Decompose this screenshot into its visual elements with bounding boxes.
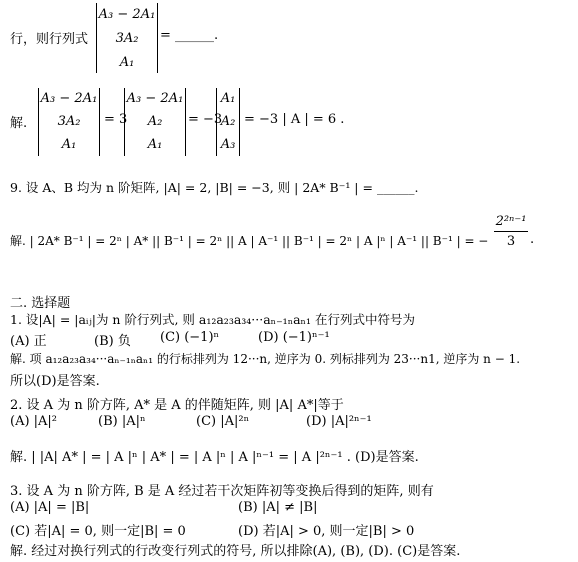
q3-option-d: (D) 若|A| > 0, 则一定|B| > 0	[238, 524, 415, 539]
q3-stem: 3. 设 A 为 n 阶方阵, B 是 A 经过若干次矩阵初等变换后得到的矩阵, 则有	[10, 484, 434, 499]
sol-prev-tail: = −3 | A | = 6 .	[244, 112, 345, 127]
sol9-text: 解. | 2A* B⁻¹ | = 2ⁿ | A* || B⁻¹ | = 2ⁿ || A | A⁻¹ || B⁻¹ | = 2ⁿ | A |ⁿ | A⁻¹ || B⁻¹ | = −	[10, 234, 489, 248]
q1-option-c: (C) (−1)ⁿ	[160, 330, 220, 345]
prev-det-row-1: A₃ − 2A₁	[98, 7, 156, 22]
sol9-frac-bar	[494, 231, 528, 232]
q3-option-a: (A) |A| = |B|	[10, 500, 90, 515]
prev-lead: 行，则行列式	[10, 32, 89, 47]
sol9-fraction	[494, 214, 528, 249]
q9-text: 9. 设 A、B 均为 n 阶矩阵, |A| = 2, |B| = −3, 则 | 2A* B⁻¹ | = ______.	[10, 180, 419, 195]
sol-det1-row-1: A₃ − 2A₁	[40, 91, 98, 106]
sol9-end: .	[530, 232, 535, 247]
sol9-frac-den: 3	[506, 234, 516, 249]
q2-option-b: (B) |A|ⁿ	[98, 414, 146, 429]
q2-stem: 2. 设 A 为 n 阶方阵, A* 是 A 的伴随矩阵, 则 |A| A*|等于	[10, 398, 344, 413]
q1-option-a: (A) 正	[10, 334, 47, 349]
q1-solution-line-1: 解. 项 a₁₂a₂₃a₃₄···aₙ₋₁ₙaₙ₁ 的行标排列为 12···n, 逆序为 0. 列标排列为 23···n1, 逆序为 n − 1.	[10, 352, 521, 366]
q1-option-d: (D) (−1)ⁿ⁻¹	[258, 330, 330, 345]
prev-det-row-2: 3A₂	[115, 31, 139, 46]
q2-option-c: (C) |A|²ⁿ	[196, 414, 250, 429]
sol-det3-row-3: A₃	[220, 137, 236, 152]
sol-det3-row-2: A₂	[220, 114, 236, 129]
sol-det2-row-2: A₂	[147, 114, 163, 129]
q2-solution: 解. | |A| A* | = | A |ⁿ | A* | = | A |ⁿ | A |ⁿ⁻¹ = | A |²ⁿ⁻¹ . (D)是答案.	[10, 450, 419, 465]
q3-solution: 解. 经过对换行列式的行改变行列式的符号, 所以排除(A), (B), (D). (C)是答案.	[10, 544, 461, 559]
sol9-frac-num: 2²ⁿ⁻¹	[495, 214, 527, 229]
section-title: 二. 选择题	[10, 296, 71, 311]
sol-prev-label: 解.	[10, 116, 28, 131]
sol-det2-row-3: A₁	[147, 137, 163, 152]
sol-prev-det-3	[216, 88, 240, 156]
q1-option-b: (B) 负	[94, 334, 131, 349]
sol-det2-row-1: A₃ − 2A₁	[126, 91, 184, 106]
q2-option-a: (A) |A|²	[10, 414, 58, 429]
q3-option-b: (B) |A| ≠ |B|	[238, 500, 318, 515]
prev-det-row-3: A₁	[119, 55, 135, 70]
q1-stem: 1. 设|A| = |aᵢⱼ|为 n 阶行列式, 则 a₁₂a₂₃a₃₄···aₙ₋₁ₙaₙ₁ 在行列式中符号为	[10, 312, 415, 327]
sol-prev-det-2	[124, 88, 186, 156]
sol-det1-row-2: 3A₂	[57, 114, 81, 129]
sol-prev-eqm3: = −3	[188, 112, 223, 127]
sol-det3-row-1: A₁	[220, 91, 236, 106]
prev-determinant	[96, 3, 158, 73]
q1-solution-line-2: 所以(D)是答案.	[10, 374, 100, 389]
sol-prev-det-1	[38, 88, 100, 156]
prev-tail: = ______.	[160, 28, 219, 43]
sol-prev-eq3: = 3	[104, 112, 128, 127]
q3-option-c: (C) 若|A| = 0, 则一定|B| = 0	[10, 524, 186, 539]
sol-det1-row-3: A₁	[61, 137, 77, 152]
q2-option-d: (D) |A|²ⁿ⁻¹	[306, 414, 372, 429]
